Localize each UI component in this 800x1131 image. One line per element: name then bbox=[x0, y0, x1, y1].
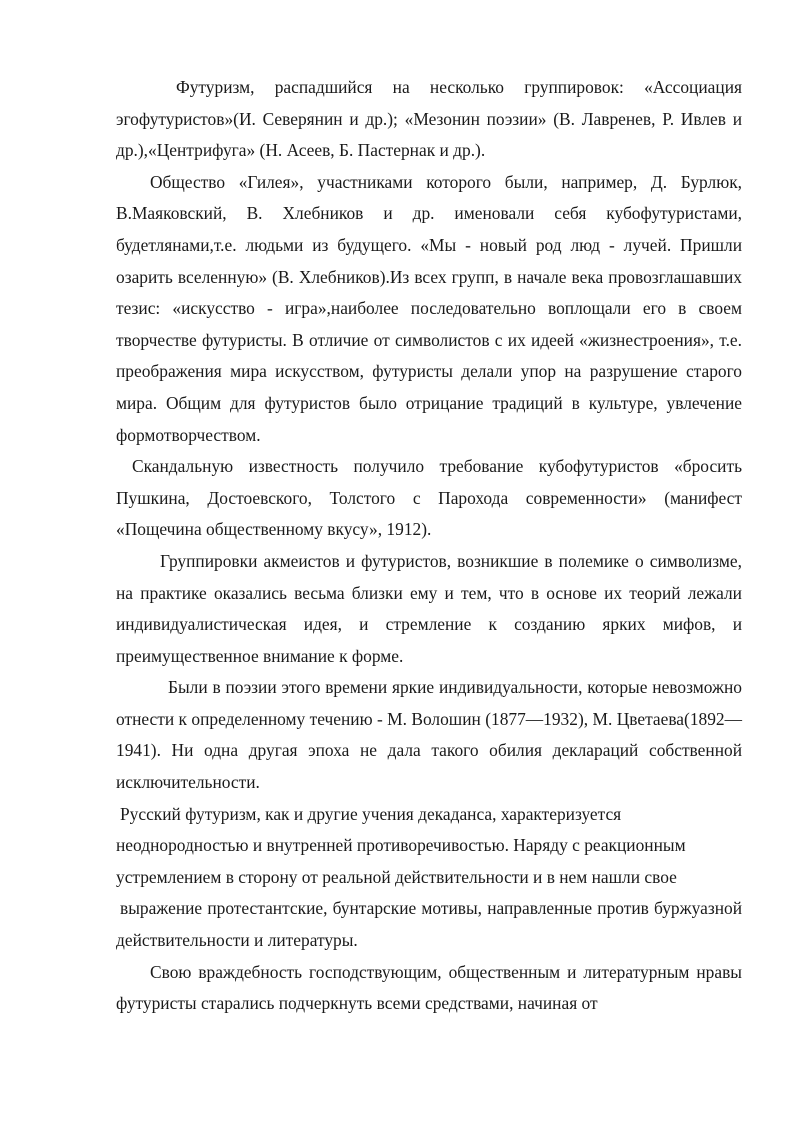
paragraph-scandalous-demand: Скандальную известность получило требование кубофутуристов «бросить Пушкина, Достоевского, Толстого с Парохода современности» (манифест «Пощечина общественному вкусу», 1912). bbox=[116, 456, 742, 540]
paragraph-individualities: Были в поэзии этого времени яркие индивидуальности, которые невозможно отнести к определенному течению - М. Волошин (1877—1932), М. Цветаева(1892—1941). Ни одна другая эпоха не дала такого обилия деклараций собственной исключительности. bbox=[116, 677, 742, 793]
paragraph-futurism-groups: Футуризм, распадшийся на несколько группировок: «Ассоциация эгофутуристов»(И. Северянин и др.); «Мезонин поэзии» (В. Лавренев, Р. Ивлев и др.),«Центрифуга» (Н. Асеев, Б. Пастернак и др.). bbox=[116, 77, 742, 161]
paragraph-line: неоднородностью и внутренней противоречивостью. Наряду с реакционным bbox=[116, 835, 686, 856]
paragraph-line: выражение протестантские, бунтарские мотивы, направленные против буржуазной действительности и литературы. bbox=[116, 898, 742, 951]
paragraph-gileya-society: Общество «Гилея», участниками которого были, например, Д. Бурлюк, В.Маяковский, В. Хлебников и др. именовали себя кубофутуристами, будетлянами,т.е. людьми из будущего. «Мы - новый род люд - лучей. Пришли озарить вселенную» (В. Хлебников).Из всех групп, в начале века провозглашавших тезис: «искусство - игра»,наиболее последовательно воплощали его в своем творчестве футуристы. В отличие от символистов с их идеей «жизнестроения», т.е. преображения мира искусством, футуристы делали упор на разрушение старого мира. Общим для футуристов было отрицание традиций в культуре, увлечение формотворчеством. bbox=[116, 171, 742, 445]
paragraph-hostility: Свою враждебность господствующим, общественным и литературным нравы футуристы старались подчеркнуть всеми средствами, начиная от bbox=[116, 961, 742, 1014]
paragraph-line: Русский футуризм, как и другие учения декаданса, характеризуется bbox=[120, 803, 622, 824]
document-body bbox=[116, 72, 742, 1020]
paragraph-line: устремлением в сторону от реальной действительности и в нем нашли свое bbox=[116, 866, 677, 887]
paragraph-russian-futurism bbox=[116, 799, 742, 957]
paragraph-acmeists-futurists: Группировки акмеистов и футуристов, возникшие в полемике о символизме, на практике оказались весьма близки ему и тем, что в основе их теорий лежали индивидуалистическая идея, и стремление к созданию ярких мифов, и преимущественное внимание к форме. bbox=[116, 550, 742, 666]
